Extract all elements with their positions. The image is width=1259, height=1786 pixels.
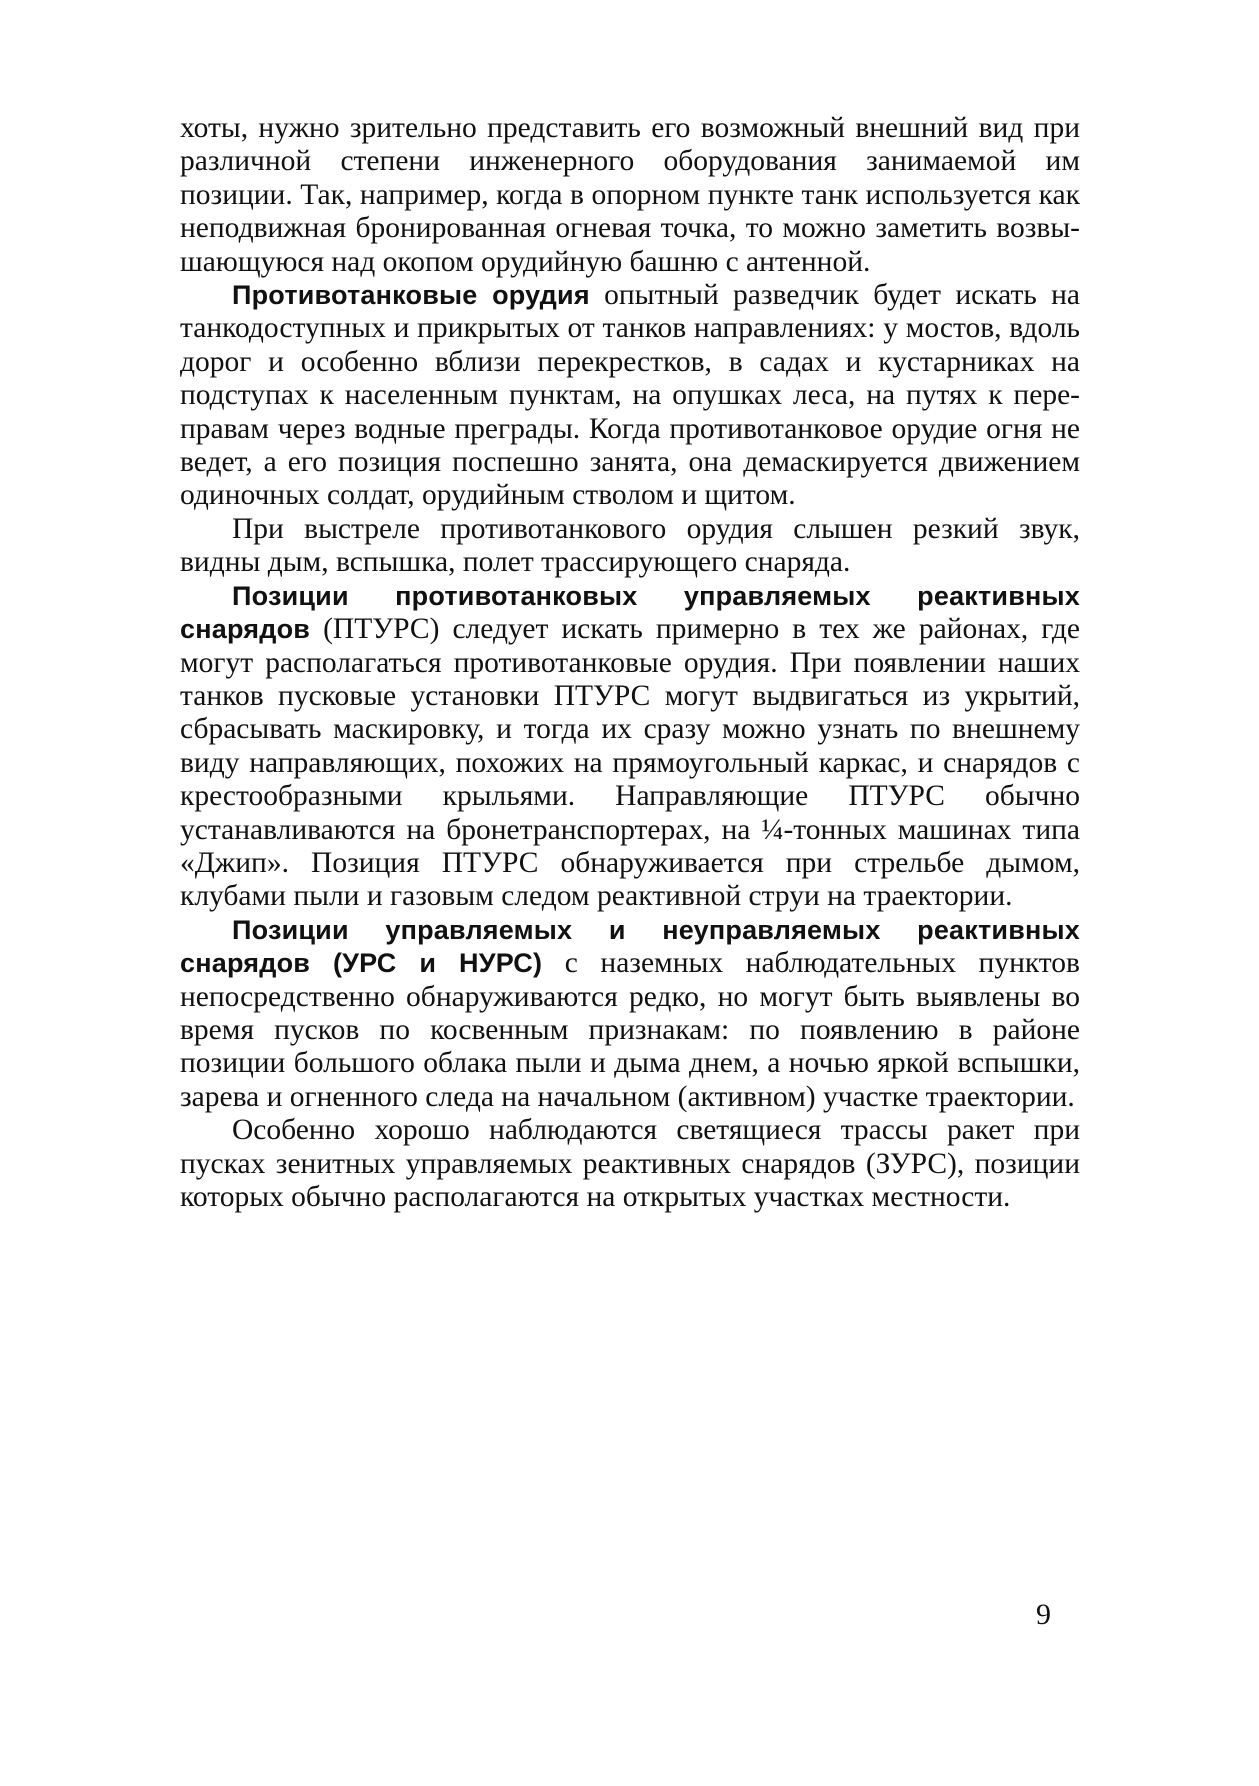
paragraph-6-text: Особенно хорошо наблюдаются светящиеся трассы ракет при пусках зенитных управляемых реактивных снарядов (ЗУРС), позиции которых обычно располагаются на открытых участках местности. (180, 1114, 1080, 1213)
paragraph-3-text: При выстреле противотанкового орудия слышен резкий звук, видны дым, вспышка, полет трассирующего снаряда. (180, 512, 1080, 579)
paragraph-2-text: опытный разведчик будет искать на танкодоступных и прикрытых от танков направлениях: у мостов, вдоль дорог и особенно вблизи перекрестков, в садах и кустарниках на подступах к населенным пунктам, на опушках леса, на путях к переправам через водные преграды. Когда противотанковое орудие огня не ведет, а его позиция поспешно занята, она демаскируется движением одиночных солдат, орудийным стволом и щитом. (180, 279, 1080, 512)
paragraph-6 (180, 1114, 1080, 1214)
paragraph-4-heading: Позиции противотанковых управляемых реактивных снарядов (180, 580, 1080, 645)
page-number: 9 (1036, 1598, 1051, 1631)
paragraph-4 (180, 580, 1080, 914)
paragraph-2-heading: Противотанковые орудия (232, 280, 590, 311)
paragraph-2 (180, 279, 1080, 513)
paragraph-5-text: с наземных наблюдательных пунктов непосредственно обнаруживаются редко, но могут быть выявлены во время пусков по косвенным признакам: по появлению в районе позиции большого облака пыли и дыма днем, а ночью яркой вспышки, зарева и огненного следа на начальном (активном) участке траектории. (180, 947, 1080, 1113)
paragraph-3 (180, 513, 1080, 580)
paragraph-5 (180, 914, 1080, 1114)
body-text (180, 112, 1080, 1214)
paragraph-4-text: (ПТУРС) следует искать примерно в тех же районах, где могут располагаться противотанковые орудия. При появлении наших танков пусковые установки ПТУРС могут выдвигаться из укрытий, сбрасывать маскировку, и тогда их сразу можно узнать по внешнему виду направляющих, похожих на прямоугольный каркас, и снарядов с крестообразными крыльями. Направляющие ПТУРС обычно устанавливаются на бронетранспортерах, на ¼-тонных машинах типа «Джип». Позиция ПТУРС обнаруживается при стрельбе дымом, клубами пыли и газовым следом реактивной струи на траектории. (180, 613, 1080, 913)
paragraph-1-text: хоты, нужно зрительно представить его возможный внешний вид при различной степени инженерного оборудования занимаемой им позиции. Так, например, когда в опорном пункте танк используется как неподвижная бронированная огневая точка, то можно заметить возвышающуюся над окопом орудийную башню с антенной. (180, 112, 1080, 278)
paragraph-5-heading: Позиции управляемых и неуправляемых реактивных снарядов (УРС и НУРС) (180, 914, 1080, 979)
paragraph-1 (180, 112, 1080, 279)
